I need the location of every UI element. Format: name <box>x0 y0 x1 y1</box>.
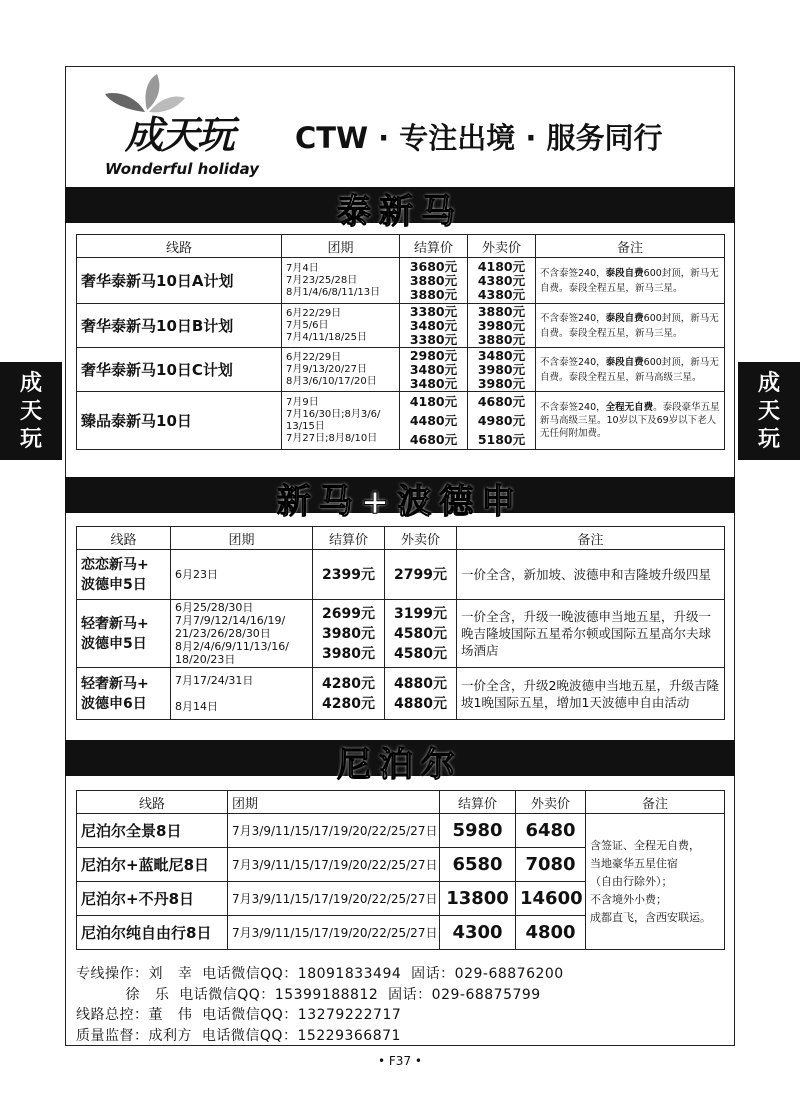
table-row <box>77 814 725 848</box>
note-text: 不含泰签240， <box>540 267 606 279</box>
note-bold: 全程无自费 <box>605 402 654 413</box>
header-settle: 结算价 <box>440 791 516 814</box>
table-header-row <box>77 235 725 258</box>
section-banner-nepal <box>65 740 735 785</box>
contact-block <box>76 964 564 1046</box>
note-cell <box>536 258 725 304</box>
section-banner-tsm <box>65 187 735 232</box>
section-title: 尼泊尔 <box>337 745 463 785</box>
retail-price: 4680元 4980元 5180元 <box>468 392 536 450</box>
route-name: 尼泊尔+蓝毗尼8日 <box>77 848 228 882</box>
retail-price: 4800 <box>516 916 586 950</box>
table-row <box>77 668 725 720</box>
contact-line: 质量监督：成利方 电话微信QQ：15229366871 <box>76 1027 401 1044</box>
settle-price: 2980元 3480元 3480元 <box>400 348 468 392</box>
dates-cell: 7月3/9/11/15/17/19/20/22/25/27日 <box>228 814 440 848</box>
note-text: 不含泰签240， <box>540 402 606 413</box>
settle-price: 4300 <box>440 916 516 950</box>
section-title: 泰新马 <box>337 192 463 232</box>
header-route: 线路 <box>77 791 228 814</box>
header-route: 线路 <box>77 527 171 550</box>
retail-price: 2799元 <box>385 550 457 600</box>
retail-price: 3880元 3980元 3880元 <box>468 304 536 348</box>
note-cell <box>536 348 725 392</box>
page-number: • F37 • <box>378 1054 422 1068</box>
header-settle: 结算价 <box>400 235 468 258</box>
dates-cell: 6月23日 <box>171 550 313 600</box>
dates-cell: 7月9日 7月16/30日;8月3/6/ 13/15日 7月27日;8月8/10日 <box>282 392 400 450</box>
dates-cell: 7月4日 7月23/25/28日 8月1/4/6/8/11/13日 <box>282 258 400 304</box>
header-note: 备注 <box>457 527 725 550</box>
note-cell: 一价全含，新加坡、波德申和吉隆坡升级四星 <box>457 550 725 600</box>
header-retail: 外卖价 <box>516 791 586 814</box>
note-text: 600封顶，新马无自费。泰段全程五星，新马三星。 <box>540 312 719 339</box>
note-cell: 一价全含，升级2晚波德申当地五星，升级吉隆坡1晚国际五星，增加1天波德申自由活动 <box>457 668 725 720</box>
table-header-row <box>77 527 725 550</box>
header <box>65 66 735 176</box>
route-name: 恋恋新马+ 波德申5日 <box>77 550 171 600</box>
table-row <box>77 348 725 392</box>
slogan: CTW · 专注出境 · 服务同行 <box>295 121 663 155</box>
note-cell: 一价全含，升级一晚波德申当地五星，升级一晚吉隆坡国际五星希尔顿或国际五星高尔夫球场酒店 <box>457 600 725 668</box>
header-note: 备注 <box>536 235 725 258</box>
table-header-row <box>77 791 725 814</box>
route-name: 尼泊尔纯自由行8日 <box>77 916 228 950</box>
note-bold: 泰段自费 <box>605 356 644 368</box>
retail-price: 6480 <box>516 814 586 848</box>
route-name: 尼泊尔全景8日 <box>77 814 228 848</box>
settle-price: 3380元 3480元 3380元 <box>400 304 468 348</box>
brand-name-cn: 成天玩 <box>125 113 234 157</box>
note-text: 不含泰签240， <box>540 356 606 368</box>
header-note: 备注 <box>586 791 725 814</box>
table-row <box>77 304 725 348</box>
header-dates: 团期 <box>282 235 400 258</box>
settle-price: 4280元 4280元 <box>313 668 385 720</box>
dates-cell: 7月3/9/11/15/17/19/20/22/25/27日 <box>228 916 440 950</box>
retail-price: 4880元 4880元 <box>385 668 457 720</box>
contact-line: 专线操作：刘 幸 电话微信QQ：18091833494 固话：029-68876200 <box>76 966 564 982</box>
retail-price: 4180元 4380元 4380元 <box>468 258 536 304</box>
note-cell <box>536 304 725 348</box>
settle-price: 3680元 3880元 3880元 <box>400 258 468 304</box>
section-title: 新马+波德申 <box>276 482 524 522</box>
note-bold: 泰段自费 <box>605 312 644 324</box>
side-tab-left <box>0 362 62 460</box>
side-tab-text: 成 天 玩 <box>19 371 42 452</box>
side-tab-text: 成 天 玩 <box>757 371 780 452</box>
header-dates: 团期 <box>228 791 440 814</box>
dates-cell: 7月3/9/11/15/17/19/20/22/25/27日 <box>228 848 440 882</box>
settle-price: 2699元 3980元 3980元 <box>313 600 385 668</box>
settle-price: 5980 <box>440 814 516 848</box>
header-route: 线路 <box>77 235 282 258</box>
route-name: 尼泊尔+不丹8日 <box>77 882 228 916</box>
section-banner-xmb <box>65 477 735 522</box>
settle-price: 13800 <box>440 882 516 916</box>
note-text: 600封顶，新马无自费。泰段全程五星，新马高级三星。 <box>540 356 719 383</box>
tsm-table <box>76 234 725 450</box>
dates-cell: 7月3/9/11/15/17/19/20/22/25/27日 <box>228 882 440 916</box>
table-row <box>77 550 725 600</box>
dates-cell: 7月17/24/31日 8月14日 <box>171 668 313 720</box>
header-retail: 外卖价 <box>468 235 536 258</box>
settle-price: 4180元 4480元 4680元 <box>400 392 468 450</box>
route-name: 奢华泰新马10日C计划 <box>77 348 282 392</box>
route-name: 臻品泰新马10日 <box>77 392 282 450</box>
note-cell: 含签证、全程无自费， 当地豪华五星住宿 （自由行除外）； 不含境外小费； 成都直飞，含西安联运。 <box>586 814 725 950</box>
nepal-table <box>76 790 725 950</box>
side-tab-right <box>738 362 800 460</box>
contact-line: 线路总控：董 伟 电话微信QQ：13279222717 <box>76 1007 402 1023</box>
settle-price: 2399元 <box>313 550 385 600</box>
table-row <box>77 600 725 668</box>
retail-price: 3199元 4580元 4580元 <box>385 600 457 668</box>
route-name: 奢华泰新马10日A计划 <box>77 258 282 304</box>
dates-cell: 6月25/28/30日 7月7/9/12/14/16/19/ 21/23/26/28/30日 8月2/4/6/9/11/13/16/ 18/20/23日 <box>171 600 313 668</box>
note-text: 600封顶，新马无自费。泰段全程五星，新马三星。 <box>540 267 719 294</box>
retail-price: 7080 <box>516 848 586 882</box>
settle-price: 6580 <box>440 848 516 882</box>
note-text: 。泰段豪华五星新马高级三星。10岁以下及69岁以下老人无任何附加费。 <box>540 402 720 439</box>
header-retail: 外卖价 <box>385 527 457 550</box>
header-dates: 团期 <box>171 527 313 550</box>
route-name: 轻奢新马+ 波德申5日 <box>77 600 171 668</box>
dates-cell: 6月22/29日 7月9/13/20/27日 8月3/6/10/17/20日 <box>282 348 400 392</box>
note-cell <box>536 392 725 450</box>
note-text: 不含泰签240， <box>540 312 606 324</box>
contact-line: 徐 乐 电话微信QQ：15399188812 固话：029-68875799 <box>76 986 541 1003</box>
dates-cell: 6月22/29日 7月5/6日 7月4/11/18/25日 <box>282 304 400 348</box>
brand-logo <box>105 72 285 176</box>
route-name: 奢华泰新马10日B计划 <box>77 304 282 348</box>
xmb-table <box>76 526 725 720</box>
header-settle: 结算价 <box>313 527 385 550</box>
note-bold: 泰段自费 <box>605 267 644 279</box>
table-row <box>77 392 725 450</box>
brand-name-en: Wonderful holiday <box>105 160 260 178</box>
retail-price: 14600 <box>516 882 586 916</box>
retail-price: 3480元 3980元 3980元 <box>468 348 536 392</box>
route-name: 轻奢新马+ 波德申6日 <box>77 668 171 720</box>
table-row <box>77 258 725 304</box>
